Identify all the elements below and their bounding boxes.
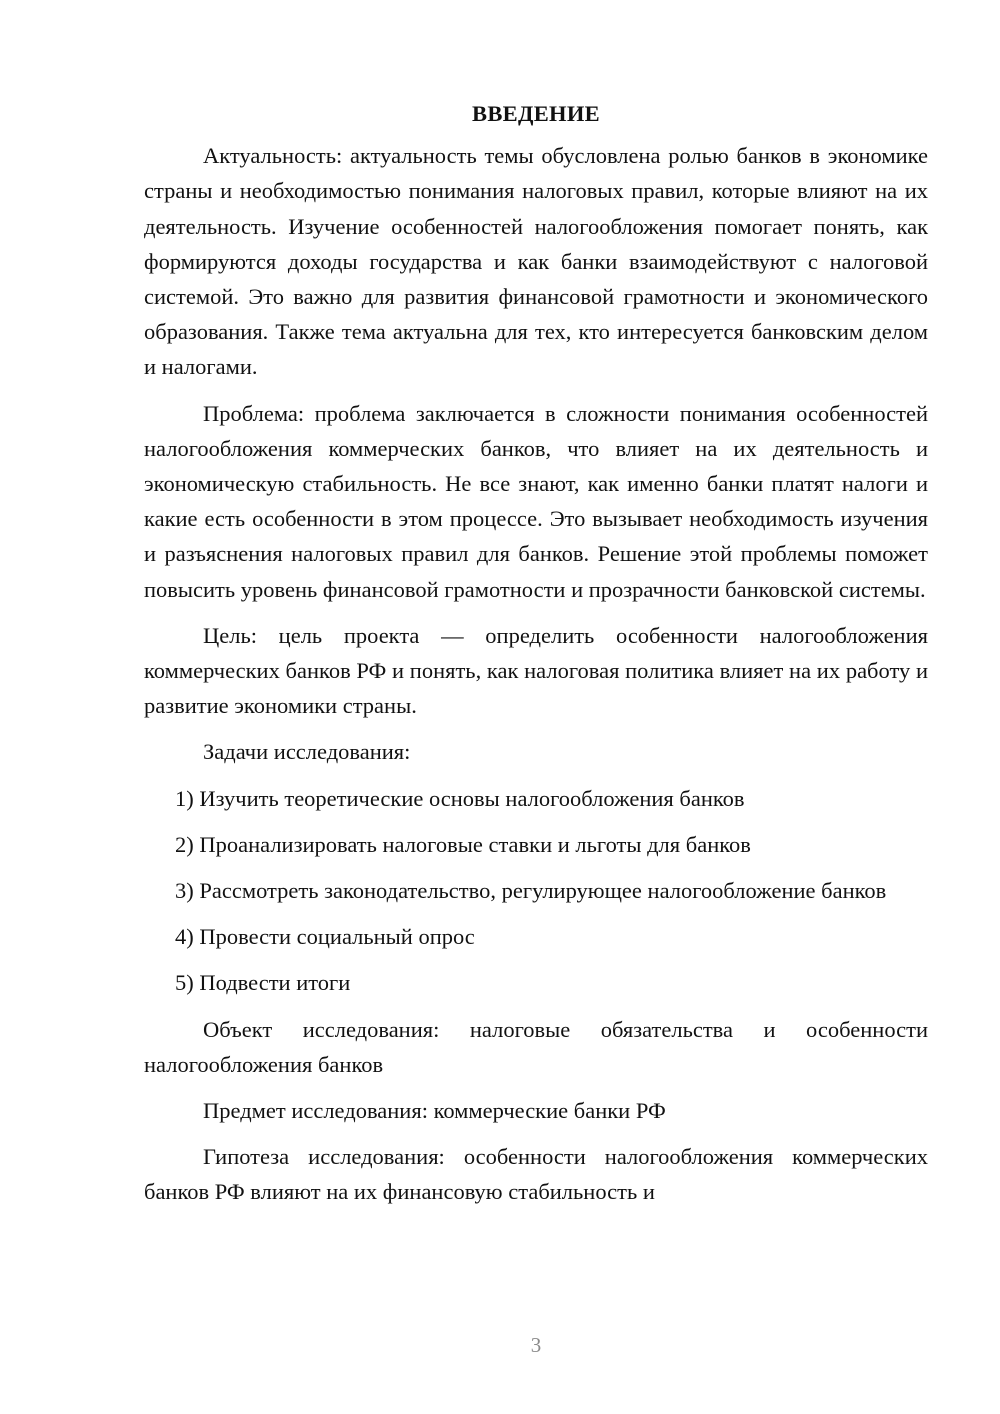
paragraph-hypothesis: Гипотеза исследования: особенности налогообложения коммерческих банков РФ влияют на их финансовую стабильность и xyxy=(144,1144,928,1205)
task-item-1: 1) Изучить теоретические основы налогообложения банков xyxy=(175,785,745,811)
paragraph-relevance: Актуальность: актуальность темы обусловлена ролью банков в экономике страны и необходимостью понимания налоговых правил, которые влияют на их деятельность. Изучение особенностей налогообложения помогает понять, как формируются доходы государства и как банки взаимодействуют с налоговой системой. Это важно для развития финансовой грамотности и экономического образования. Также тема актуальна для тех, кто интересуется банковским делом и налогами. xyxy=(144,143,928,380)
task-item-3: 3) Рассмотреть законодательство, регулирующее налогообложение банков xyxy=(175,878,887,904)
paragraph-goal: Цель: цель проекта — определить особенности налогообложения коммерческих банков РФ и понять, как налоговая политика влияет на их работу и развитие экономики страны. xyxy=(144,622,928,719)
tasks-heading: Задачи исследования: xyxy=(203,739,411,765)
task-item-4: 4) Провести социальный опрос xyxy=(175,924,475,950)
task-item-5: 5) Подвести итоги xyxy=(175,970,351,996)
paragraph-object: Объект исследования: налоговые обязательства и особенности налогообложения банков xyxy=(144,1016,928,1077)
document-body xyxy=(144,96,928,1221)
paragraph-subject: Предмет исследования: коммерческие банки РФ xyxy=(203,1098,666,1124)
task-item-2: 2) Проанализировать налоговые ставки и льготы для банков xyxy=(175,831,751,857)
page-number: 3 xyxy=(530,1333,542,1357)
paragraph-problem: Проблема: проблема заключается в сложности понимания особенностей налогообложения коммерческих банков, что влияет на их деятельность и экономическую стабильность. Не все знают, как именно банки платят налоги и какие есть особенности в этом процессе. Это вызывает необходимость изучения и разъяснения налоговых правил для банков. Решение этой проблемы поможет повысить уровень финансовой грамотности и прозрачности банковской системы. xyxy=(144,400,928,602)
section-title: ВВЕДЕНИЕ xyxy=(472,101,600,126)
